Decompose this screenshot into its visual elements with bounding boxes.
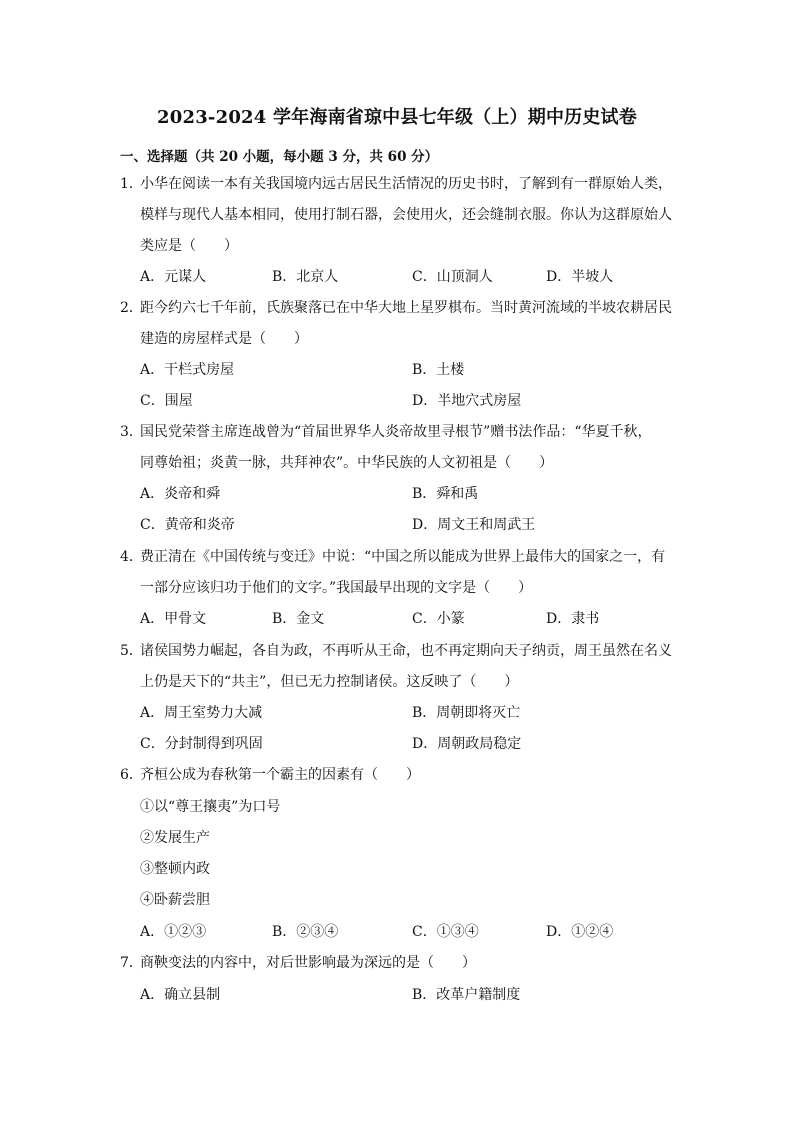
option-b[interactable]: B．金文 <box>272 611 325 627</box>
question-text: 齐桓公成为春秋第一个霸主的因素有（ ） <box>140 767 420 783</box>
question-text: 一部分应该归功于他们的文字。”我国最早出现的文字是（ ） <box>140 580 533 596</box>
question-6 <box>120 760 680 791</box>
statement-item: ③整顿内政 <box>140 861 210 877</box>
question-text: 建造的房屋样式是（ ） <box>140 331 308 347</box>
option-a[interactable]: A．炎帝和舜 <box>140 486 221 502</box>
question-number: 1． <box>120 176 143 192</box>
question-5 <box>120 636 680 698</box>
question-text: 商鞅变法的内容中，对后世影响最为深远的是（ ） <box>140 955 476 971</box>
option-d[interactable]: D．半地穴式房屋 <box>412 393 522 409</box>
question-4 <box>120 542 680 604</box>
option-a[interactable]: A．周王室势力大减 <box>140 705 263 721</box>
option-c[interactable]: C．黄帝和炎帝 <box>140 517 235 533</box>
options-row <box>140 479 700 510</box>
question-text: 距今约六七千年前，氏族聚落已在中华大地上星罗棋布。当时黄河流域的半坡农耕居民 <box>140 300 672 316</box>
options-row <box>140 355 700 386</box>
option-d[interactable]: D．半坡人 <box>546 269 614 285</box>
question-number: 7． <box>120 955 143 971</box>
option-a[interactable]: A．元谋人 <box>140 269 207 285</box>
options-row <box>140 510 700 541</box>
question-text: 费正清在《中国传统与变迁》中说：“中国之所以能成为世界上最伟大的国家之一，有 <box>140 549 666 565</box>
option-b[interactable]: B．土楼 <box>412 362 465 378</box>
question-number: 4． <box>120 549 143 565</box>
option-c[interactable]: C．山顶洞人 <box>412 269 493 285</box>
option-a[interactable]: A．甲骨文 <box>140 611 207 627</box>
question-1 <box>120 169 680 262</box>
option-b[interactable]: B．周朝即将灭亡 <box>412 705 521 721</box>
options-row <box>140 917 700 948</box>
option-a[interactable]: A．干栏式房屋 <box>140 362 235 378</box>
question-text: 国民党荣誉主席连战曾为“首届世界华人炎帝故里寻根节”赠书法作品：“华夏千秋， <box>140 424 652 440</box>
options-row <box>140 729 700 760</box>
question-text: 类应是（ ） <box>140 238 238 254</box>
statement-item: ④卧薪尝胆 <box>140 892 210 908</box>
option-c[interactable]: C．分封制得到巩固 <box>140 736 263 752</box>
question-text: 上仍是天下的“共主”，但已无力控制诸侯。这反映了（ ） <box>140 674 519 690</box>
question-3 <box>120 417 680 479</box>
option-a[interactable]: A．确立县制 <box>140 987 221 1003</box>
option-c[interactable]: C．①③④ <box>412 924 479 940</box>
question-text: 同尊始祖；炎黄一脉，共拜神农”。中华民族的人文初祖是（ ） <box>140 455 554 471</box>
question-text: 小华在阅读一本有关我国境内远古居民生活情况的历史书时，了解到有一群原始人类， <box>140 176 672 192</box>
page-title: 2023-2024 学年海南省琼中县七年级（上）期中历史试卷 <box>157 107 637 128</box>
option-b[interactable]: B．北京人 <box>272 269 339 285</box>
option-a[interactable]: A．①②③ <box>140 924 207 940</box>
option-c[interactable]: C．围屋 <box>140 393 193 409</box>
statement-item: ②发展生产 <box>140 830 210 846</box>
options-row <box>140 698 700 729</box>
option-b[interactable]: B．②③④ <box>272 924 339 940</box>
options-row <box>140 604 700 635</box>
question-text: 诸侯国势力崛起，各自为政，不再听从王命，也不再定期向天子纳贡，周王虽然在名义 <box>140 643 672 659</box>
section-heading: 一、选择题（共 20 小题，每小题 3 分，共 60 分） <box>120 149 439 165</box>
statement-item: ①以“尊王攘夷”为口号 <box>140 799 281 815</box>
question-text: 模样与现代人基本相同，使用打制石器，会使用火，还会缝制衣服。你认为这群原始人 <box>140 207 672 223</box>
option-b[interactable]: B．舜和禹 <box>412 486 479 502</box>
options-row <box>140 386 700 417</box>
option-d[interactable]: D．周文王和周武王 <box>412 517 536 533</box>
question-number: 3． <box>120 424 143 440</box>
option-d[interactable]: D．周朝政局稳定 <box>412 736 522 752</box>
option-b[interactable]: B．改革户籍制度 <box>412 987 521 1003</box>
options-row <box>140 262 700 293</box>
option-d[interactable]: D．隶书 <box>546 611 600 627</box>
options-row <box>140 980 700 1011</box>
question-number: 2． <box>120 300 143 316</box>
option-c[interactable]: C．小篆 <box>412 611 465 627</box>
question-7 <box>120 948 680 979</box>
question-2 <box>120 293 680 355</box>
option-d[interactable]: D．①②④ <box>546 924 614 940</box>
question-number: 6． <box>120 767 143 783</box>
question-number: 5． <box>120 643 143 659</box>
